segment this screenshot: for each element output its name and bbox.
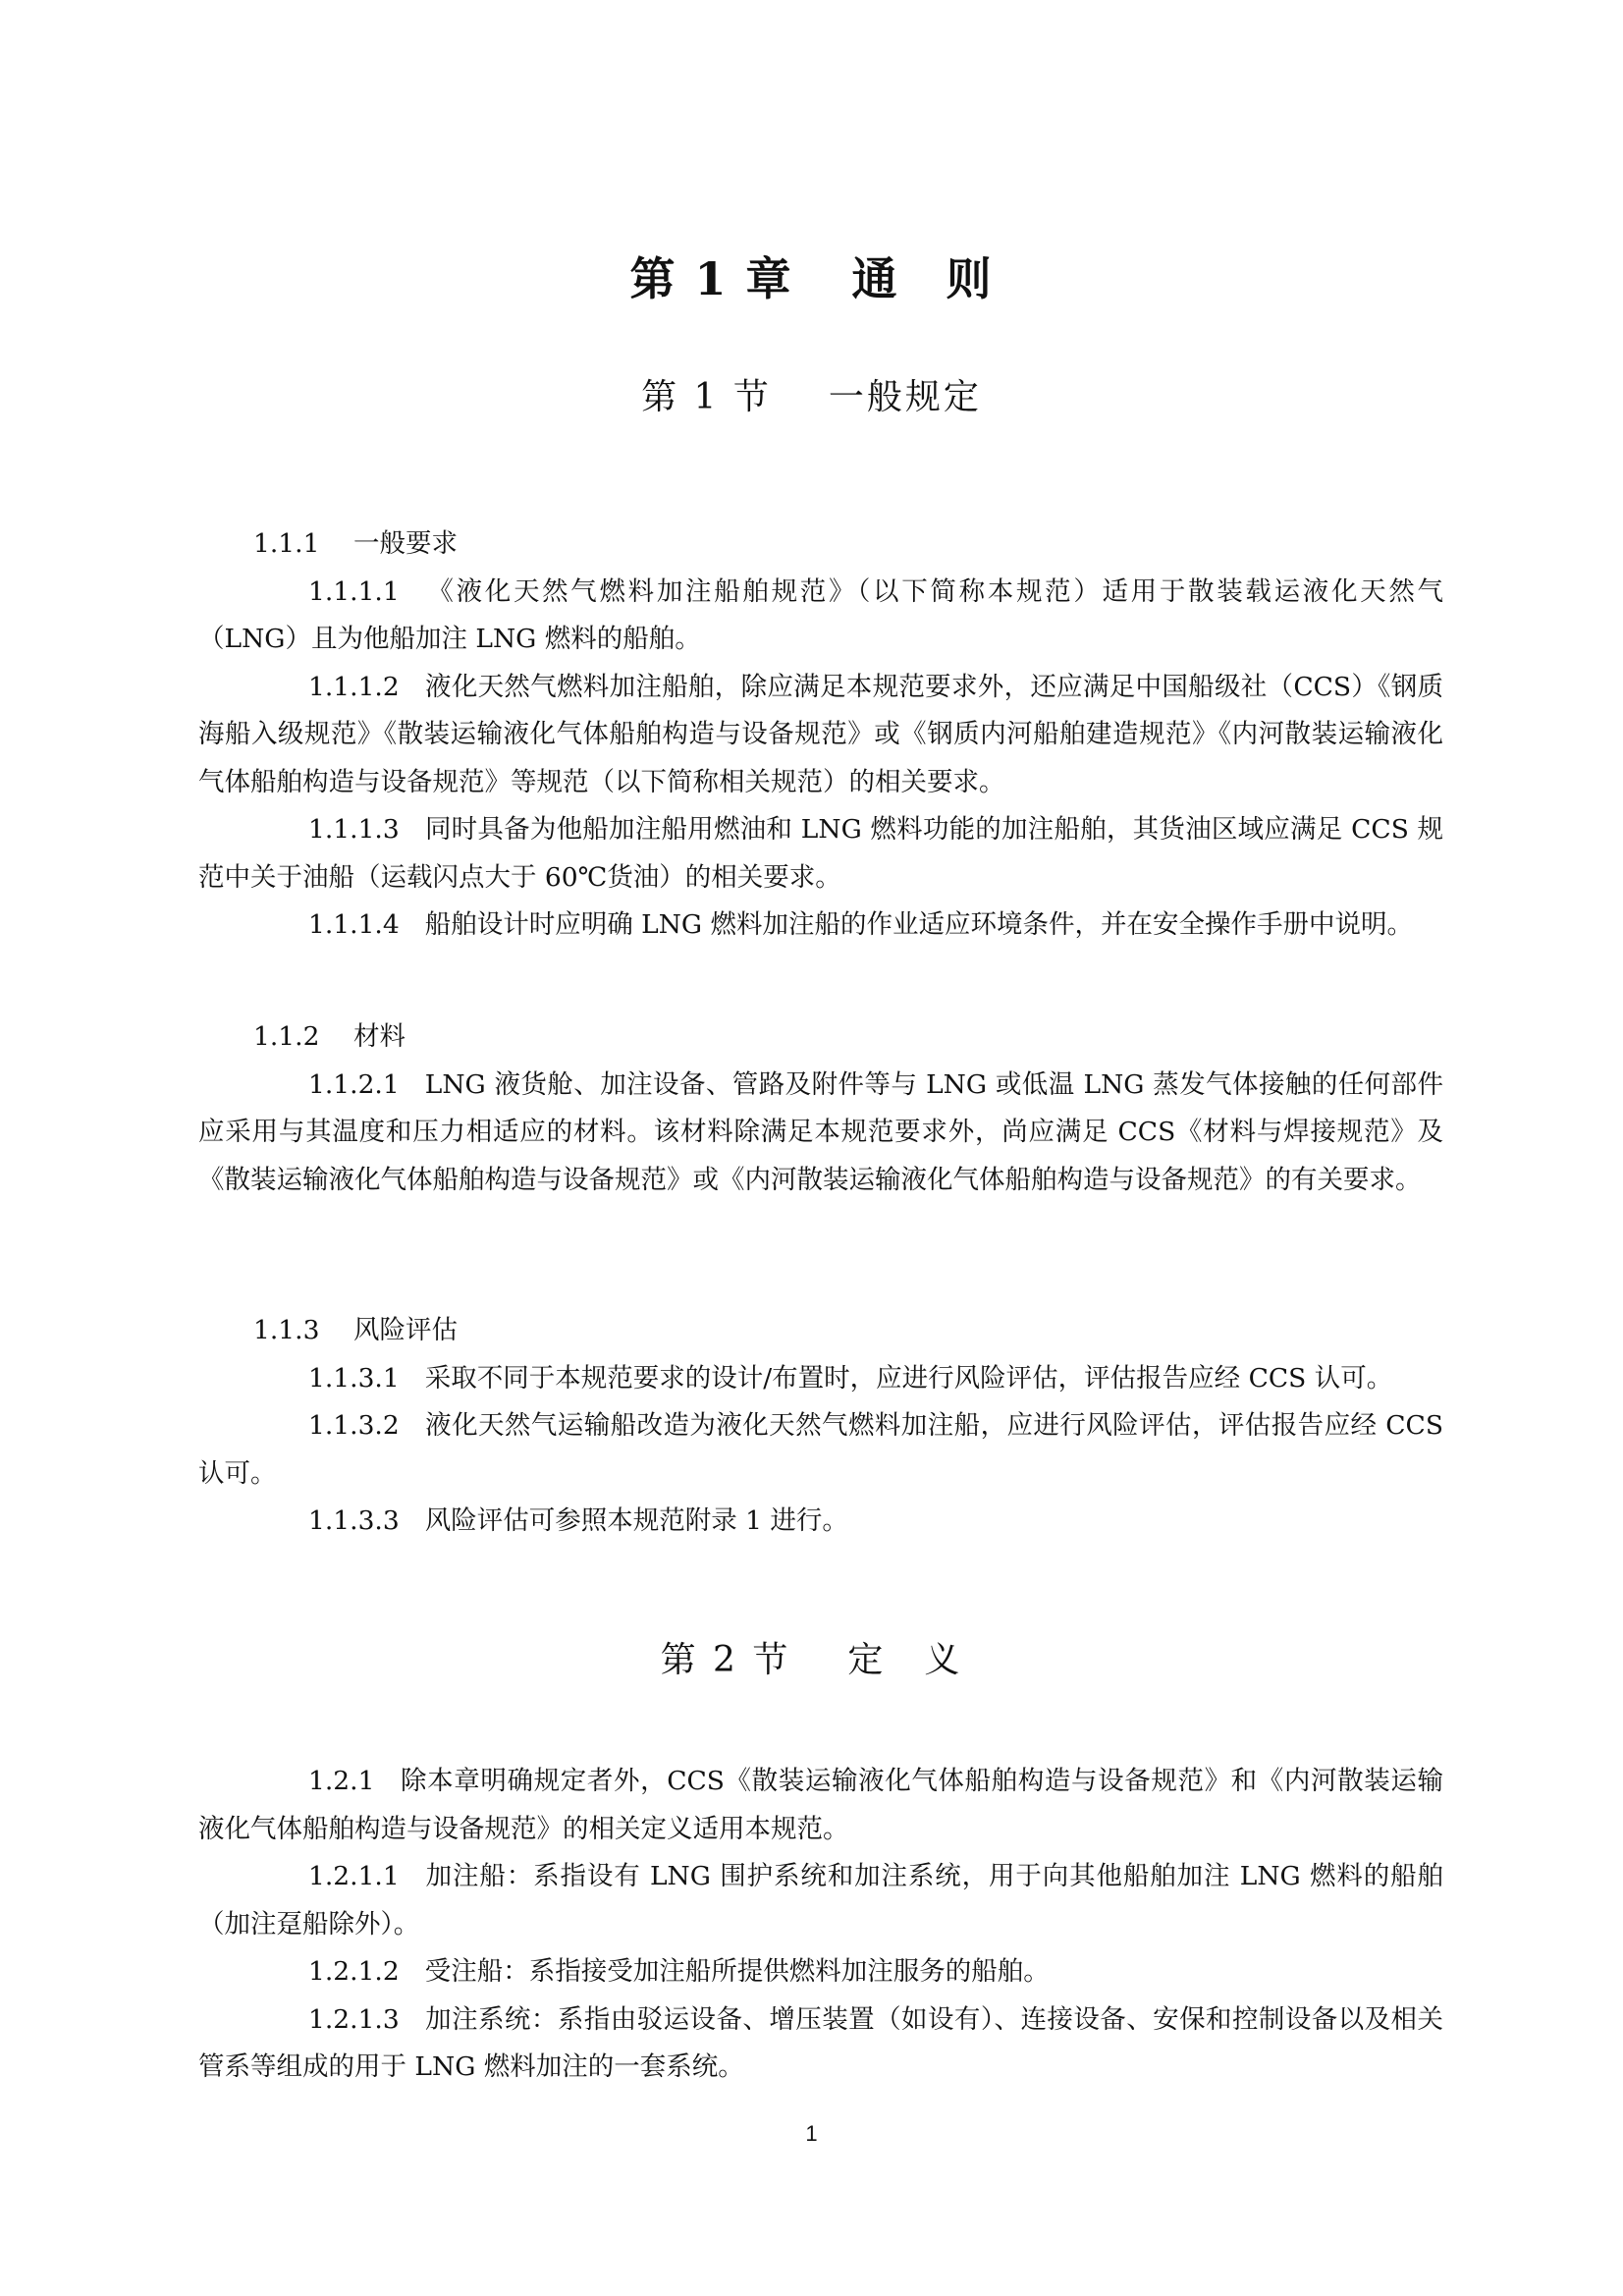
paragraph-1-1-1-3: 1.1.1.3 同时具备为他船加注船用燃油和 LNG 燃料功能的加注船舶，其货油区域应满足 CCS 规范中关于油船（运载闪点大于 60℃货油）的相关要求。 — [198, 814, 1443, 893]
section-1-2-block — [198, 1758, 1443, 2092]
section-1-title — [0, 369, 1623, 419]
paragraph-1-1-1-4: 1.1.1.4 船舶设计时应明确 LNG 燃料加注船的作业适应环境条件，并在安全操作手册中说明。 — [308, 909, 1414, 940]
section-1-number: 第 1 节 — [641, 377, 772, 417]
page-number: 1 — [805, 2121, 818, 2146]
section-1-1-2-block — [198, 1013, 1443, 1204]
section-1-name: 一般规定 — [828, 377, 982, 417]
paragraph-1-1-3-2: 1.1.3.2 液化天然气运输船改造为液化天然气燃料加注船，应进行风险评估，评估报告应经 CCS 认可。 — [198, 1410, 1443, 1489]
paragraph-1-2-1-1: 1.2.1.1 加注船：系指设有 LNG 围护系统和加注系统，用于向其他船舶加注 LNG 燃料的船舶（加注趸船除外）。 — [198, 1861, 1443, 1940]
paragraph-1-2-1-3: 1.2.1.3 加注系统：系指由驳运设备、增压装置（如设有）、连接设备、安保和控制设备以及相关管系等组成的用于 LNG 燃料加注的一套系统。 — [198, 2003, 1443, 2082]
section-1-1-3-block — [198, 1307, 1443, 1546]
section-2-number: 第 2 节 — [660, 1640, 791, 1680]
paragraph-1-1-3-3: 1.1.3.3 风险评估可参照本规范附录 1 进行。 — [308, 1505, 848, 1536]
paragraph-1-1-1-2: 1.1.1.2 液化天然气燃料加注船舶，除应满足本规范要求外，还应满足中国船级社（CCS）《钢质海船入级规范》《散装运输液化气体船舶构造与设备规范》或《钢质内河船舶建造规范》《内河散装运输液化气体船舶构造与设备规范》等规范（以下简称相关规范）的相关要求。 — [198, 671, 1443, 797]
paragraph-1-2-1-2: 1.2.1.2 受注船：系指接受加注船所提供燃料加注服务的船舶。 — [308, 1956, 1050, 1987]
section-1-1-1-block — [198, 520, 1443, 950]
chapter-number: 第 1 章 — [629, 252, 793, 305]
chapter-name: 通 则 — [851, 252, 994, 305]
paragraph-1-2-1: 1.2.1 除本章明确规定者外，CCS《散装运输液化气体船舶构造与设备规范》和《内河散装运输液化气体船舶构造与设备规范》的相关定义适用本规范。 — [198, 1766, 1443, 1844]
heading-1-1-1: 1.1.1 一般要求 — [253, 528, 458, 559]
paragraph-1-1-3-1: 1.1.3.1 采取不同于本规范要求的设计/布置时，应进行风险评估，评估报告应经 CCS 认可。 — [308, 1362, 1393, 1394]
chapter-title — [0, 244, 1623, 308]
section-2-title — [0, 1632, 1623, 1682]
paragraph-1-1-1-1: 1.1.1.1 《液化天然气燃料加注船舶规范》（以下简称本规范）适用于散装载运液化天然气（LNG）且为他船加注 LNG 燃料的船舶。 — [198, 575, 1443, 654]
paragraph-1-1-2-1: 1.1.2.1 LNG 液货舱、加注设备、管路及附件等与 LNG 或低温 LNG 蒸发气体接触的任何部件应采用与其温度和压力相适应的材料。该材料除满足本规范要求外，尚应满足 CCS《材料与焊接规范》及《散装运输液化气体船舶构造与设备规范》或《内河散装运输液化气体船舶构造与设备规范》的有关要求。 — [198, 1068, 1443, 1195]
section-2-name: 定 义 — [847, 1640, 963, 1680]
heading-1-1-3: 1.1.3 风险评估 — [253, 1315, 458, 1345]
heading-1-1-2: 1.1.2 材料 — [253, 1021, 406, 1052]
